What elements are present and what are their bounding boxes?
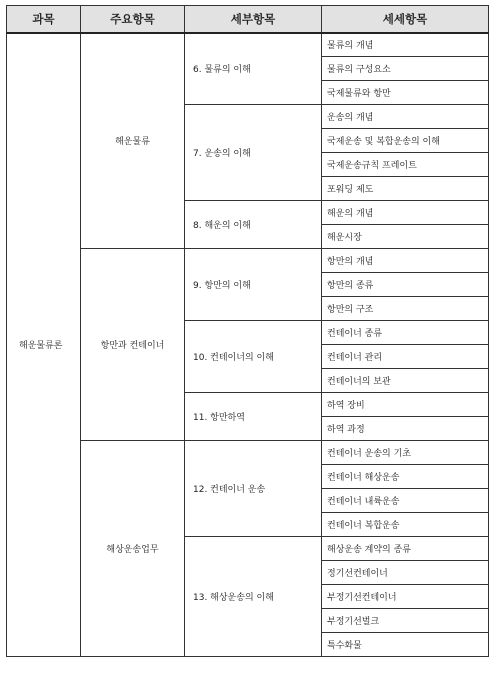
detail-cell: 부정기선벌크 [322,609,489,633]
detail-cell: 컨테이너 내륙운송 [322,489,489,513]
major-cell: 해상운송업무 [81,441,185,657]
detail-cell: 부정기선컨테이너 [322,585,489,609]
detail-cell: 물류의 구성요소 [322,57,489,81]
detail-cell: 운송의 개념 [322,105,489,129]
section-cell: 12. 컨테이너 운송 [185,441,322,537]
detail-cell: 해상운송 계약의 종류 [322,537,489,561]
detail-cell: 물류의 개념 [322,33,489,57]
header-detail-item: 세세항목 [322,6,489,33]
detail-cell: 국제운송 및 복합운송의 이해 [322,129,489,153]
detail-cell: 국제물류와 항만 [322,81,489,105]
detail-cell: 포워딩 제도 [322,177,489,201]
section-cell: 7. 운송의 이해 [185,105,322,201]
header-row [7,6,489,33]
detail-cell: 국제운송규칙 프레이트 [322,153,489,177]
detail-cell: 특수화물 [322,633,489,657]
header-section-item: 세부항목 [185,6,322,33]
major-cell: 항만과 컨테이너 [81,249,185,441]
detail-cell: 컨테이너의 보관 [322,369,489,393]
detail-cell: 해운의 개념 [322,201,489,225]
header-subject: 과목 [7,6,81,33]
detail-cell: 컨테이너 관리 [322,345,489,369]
detail-cell: 해운시장 [322,225,489,249]
section-cell: 6. 물류의 이해 [185,33,322,105]
detail-cell: 컨테이너 종류 [322,321,489,345]
section-cell: 13. 해상운송의 이해 [185,537,322,657]
detail-cell: 컨테이너 운송의 기초 [322,441,489,465]
detail-cell: 항만의 종류 [322,273,489,297]
detail-cell: 하역 장비 [322,393,489,417]
table-row [7,33,489,57]
detail-cell: 항만의 개념 [322,249,489,273]
section-cell: 9. 항만의 이해 [185,249,322,321]
detail-cell: 하역 과정 [322,417,489,441]
detail-cell: 항만의 구조 [322,297,489,321]
syllabus-table [6,5,489,657]
detail-cell: 컨테이너 복합운송 [322,513,489,537]
detail-cell: 정기선컨테이너 [322,561,489,585]
detail-cell: 컨테이너 해상운송 [322,465,489,489]
subject-cell: 해운물류론 [7,33,81,657]
section-cell: 11. 항만하역 [185,393,322,441]
major-cell: 해운물류 [81,33,185,249]
section-cell: 8. 해운의 이해 [185,201,322,249]
section-cell: 10. 컨테이너의 이해 [185,321,322,393]
header-major-item: 주요항목 [81,6,185,33]
